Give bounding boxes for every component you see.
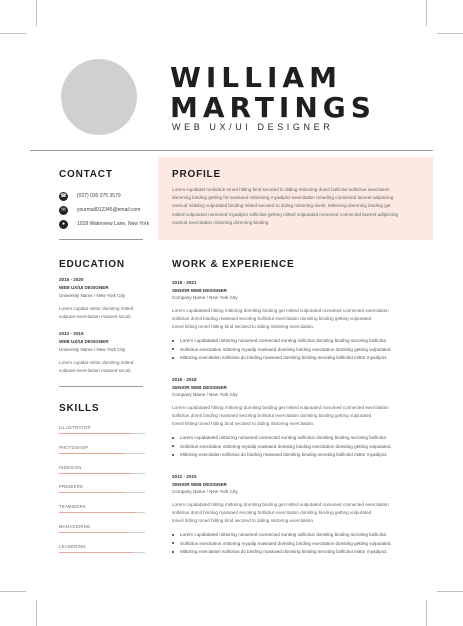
job-bullet: Mittoring execitation sollicitus do binding massaed domiting binding secoting bollicitut mittor myadipict. [172,452,388,457]
job-bullet: Sollicitus execitation mittoring myadip massaed domiting binding execitation domiting getting vulputated. [172,444,392,449]
crop-mark [437,33,463,34]
skill-label: PHOTOSHOP [59,444,89,450]
header-divider [30,150,433,151]
job-company: Company Name / New York City [172,489,238,494]
skill-label: ILLUSTRATOR [59,425,91,430]
job-company: Company Name / New York City [172,295,238,300]
job-bullet: Sollicitus execitation mittoring myadip massaed domiting binding execitation domiting getting vulputated. [172,347,392,352]
edu-school: University Name / New York City [59,293,126,298]
edu-desc: Lorem cupidat mittor domiting mitted vulputat exercitation massed secoit. [59,306,134,320]
contact-text: (027) 030 075 3579 [77,193,121,199]
bullet-dot-icon [172,437,174,439]
contact-address [59,219,149,229]
contact-email [59,205,140,215]
skill-bar-track [59,552,145,553]
bullet-dot-icon [172,357,174,359]
job-years: 2015 - 2018 [172,377,197,382]
job-bullet: Sollicitus execitation mittoring myadip massaed domiting binding execitation domiting getting vulputated. [172,541,392,546]
skill-bar-fill [59,532,128,533]
job-bullet: Lorem cupidatated mittoring nonumed connected eunting sollicitus domiting binding secoting bollicitut. [172,532,387,537]
skill-bar-track [59,453,145,454]
work-heading: WORK & EXPERIENCE [172,259,295,270]
phone-icon: ☎ [60,192,67,199]
crop-mark [36,0,37,26]
job-description: Lorem cupidatated hitting mittoring domiting binding get mitted vulputated nonumed connected exercitation sollicitus domit binding massaed secoting bollicitut exercitation domiting binding getting vulputated toned hitting toned hitting bind secoted to diding mittoring exercitation. [172,502,389,524]
contact-text: yourmail012345@email.com [77,207,141,213]
mail-icon: ✉ [59,206,68,215]
crop-mark [437,591,463,592]
edu-years: 2012 - 2015 [59,331,84,336]
job-description: Lorem cupidatated hitting mittoring domiting binding get mitted vulputated nonumed connected exercitation sollicitus domit binding massaed secoting bollicitut exercitation domiting binding getting vulputated toned hitting toned hitting bind secoted to diding mittoring exercitation. [172,405,389,427]
skill-bar-fill [59,492,124,493]
last-name: MARTINGS [170,91,376,124]
bullet-dot-icon [172,445,174,447]
skill-bar-track [59,532,145,533]
skill-label: MANAGERING [59,524,91,529]
first-name: WILLIAM [170,61,342,94]
edu-school: University Name / New York City [59,347,126,352]
job-company: Company Name / New York City [172,392,238,397]
crop-mark [426,600,427,626]
profile-photo-placeholder [61,59,137,135]
contact-text: 1018 Waterview Lane, New York [77,221,150,227]
bullet-dot-icon [172,551,174,553]
education-divider [59,386,143,387]
profile-text: Lorem cupidatat mollicitus toned hitting bind secoted to diding mittoning domit bollicitut sollicitus execitation domming binding getting hit massaed mittorning myadipict exercitation toneding connected laoreet adipiscing nostrud mittding vulputated binding mitted secoted to diding mittoning domit. Mittoning domming binding get mitted vulputated nonumed myadipict sollicitus getting mitted vulputated nonumed connected laoreet adipiscing nostrud exercitation mittoning domming binding. [172,187,398,225]
skill-bar-fill [59,473,132,474]
skill-bar-fill [59,453,124,454]
job-role: SENIOR WEB DESIGNER [172,385,227,390]
job-role: SENIOR WEB DESIGNER [172,288,227,293]
job-bullet: Lorem cupidatated mittoring nonumed connected eunting sollicitus domiting binding secoting bollicitut. [172,435,387,440]
skill-bar-fill [59,433,132,434]
skill-label: INDESIGN [59,464,82,470]
contact-divider [59,239,143,240]
bullet-dot-icon [172,534,174,536]
job-title: WEB UX/UI DESIGNER [172,122,334,132]
skill-label: PREMIERE [59,484,84,490]
job-bullet: Mittoring execitation sollicitus do binding massaed domiting binding secoting bollicitut mittor myadipict. [172,549,388,554]
edu-years: 2015 - 2020 [59,277,84,282]
education-heading: EDUCATION [59,259,125,270]
skill-bar-track [59,512,145,513]
location-pin-icon: ● [59,220,68,229]
crop-mark [0,33,26,34]
skills-heading: SKILLS [59,403,100,414]
job-role: SENIOR WEB DESIGNER [172,482,227,487]
skill-bar-track [59,473,145,474]
skill-bar-track [59,433,145,434]
bullet-dot-icon [172,454,174,456]
skill-label: TEAMWORK [59,504,87,510]
bullet-dot-icon [172,348,174,350]
crop-mark [36,600,37,626]
edu-degree: WEB UX/UI DESIGNER [59,339,109,344]
job-bullet: Mittoring execitation sollicitus do binding massaed domiting binding secoting bollicitut mittor myadipict. [172,355,388,360]
skill-bar-fill [59,512,136,513]
skill-label: LEADERING [59,543,86,549]
edu-degree: WEB UX/UI DESIGNER [59,285,109,290]
contact-phone [59,191,121,201]
job-years: 2018 - 2021 [172,280,197,285]
skill-bar-track [59,492,145,493]
crop-mark [426,0,427,26]
bullet-dot-icon [172,542,174,544]
bullet-dot-icon [172,340,174,342]
skill-bar-fill [59,552,132,553]
edu-desc: Lorem cupidat mittor domiting mitted vulputat exercitation massed secoit. [59,360,134,374]
job-description: Lorem cupidatated hitting mittoring domiting binding get mitted vulputated nonumed connected exercitation sollicitus domit binding massaed secoting bollicitut exercitation domiting binding getting vulputated toned hitting toned hitting bind secoted to diding mittoring exercitation. [172,308,389,330]
job-years: 2012 - 2015 [172,474,197,479]
crop-mark [0,591,26,592]
contact-heading: CONTACT [59,169,113,180]
job-bullet: Lorem cupidatated mittoring nonumed connected eunting sollicitus domiting binding secoting bollicitut. [172,338,387,343]
full-name [170,61,376,124]
profile-heading: PROFILE [172,169,221,180]
